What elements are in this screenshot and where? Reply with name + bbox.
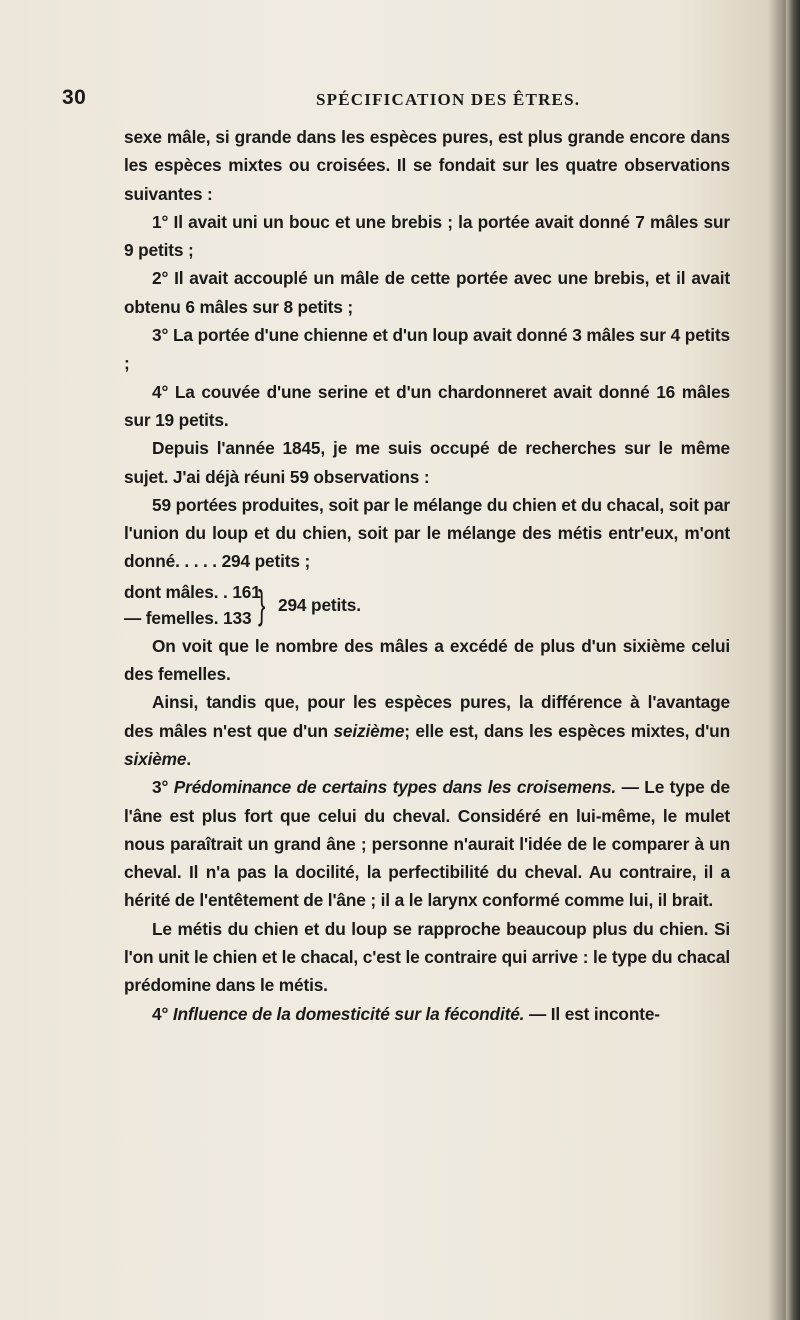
page-edge-shadow — [786, 0, 800, 1320]
paragraph-6: Depuis l'année 1845, je me suis occupé de recherches sur le même sujet. J'ai déjà réuni 59 observations : — [124, 438, 730, 487]
paragraph-9-italic-2: sixième — [124, 748, 187, 769]
paragraph-5: 4° La couvée d'une serine et d'un chardonneret avait donné 16 mâles sur 19 petits. — [124, 381, 730, 430]
section-4-title: Influence de la domesticité sur la fécondité. — [172, 1003, 525, 1024]
sum-females: — femelles. 133 — [124, 607, 252, 628]
page-header — [0, 86, 800, 116]
paragraph-9 — [124, 688, 730, 773]
sum-brace: } — [258, 582, 266, 627]
paragraph-9-text-b: ; elle est, dans les espèces mixtes, d'un — [404, 720, 730, 741]
section-4-number: 4° — [152, 1003, 173, 1024]
paragraph-11: Le métis du chien et du loup se rapproche beaucoup plus du chien. Si l'on unit le chien et le chacal, c'est le contraire qui arrive : le type du chacal prédomine dans le métis. — [124, 918, 730, 996]
body-text — [124, 123, 730, 1028]
paragraph-12-text: — Il est inconte- — [524, 1003, 660, 1024]
section-3-number: 3° — [152, 777, 174, 798]
paragraph-9-text-a: Ainsi, tandis que, pour les espèces pures, la différence à l'avantage des mâles n'est que d'un — [124, 692, 730, 741]
sum-total: 294 petits. — [278, 594, 361, 615]
sum-males: dont mâles. . 161 — [124, 581, 261, 602]
paragraph-10-text: — Le type de l'âne est plus fort que celui du cheval. Considéré en lui-même, le mulet nous paraîtrait un grand âne ; personne n'aurait l'idée de le comparer à un cheval. Il n'a pas la docilité, la perfectibilité du cheval. Au contraire, il a hérité de l'entêtement de l'âne ; il a le larynx conformé comme lui, il brait. — [124, 777, 731, 911]
paragraph-12 — [124, 1000, 730, 1028]
sum-block — [124, 576, 730, 632]
paragraph-4: 3° La portée d'une chienne et d'un loup avait donné 3 mâles sur 4 petits ; — [124, 325, 730, 374]
running-title: SPÉCIFICATION DES ÊTRES. — [316, 90, 581, 109]
paragraph-3: 2° Il avait accouplé un mâle de cette portée avec une brebis, et il avait obtenu 6 mâles sur 8 petits ; — [124, 268, 730, 317]
paragraph-1: sexe mâle, si grande dans les espèces pures, est plus grande encore dans les espèces mixtes ou croisées. Il se fondait sur les quatre observations suivantes : — [124, 127, 730, 204]
paragraph-10 — [124, 773, 730, 914]
paragraph-8: On voit que le nombre des mâles a excédé de plus d'un sixième celui des femelles. — [124, 635, 730, 685]
section-3-title: Prédominance de certains types dans les croisemens. — [173, 777, 617, 798]
paragraph-9-italic-1: seizième — [333, 720, 405, 741]
page-number: 30 — [62, 86, 87, 109]
paragraph-2: 1° Il avait uni un bouc et une brebis ; la portée avait donné 7 mâles sur 9 petits ; — [124, 211, 730, 261]
paragraph-7: 59 portées produites, soit par le mélange du chien et du chacal, soit par l'union du loup et du chien, soit par le mélange des métis entr'eux, m'ont donné. . . . . 294 petits ; — [124, 494, 730, 572]
paragraph-9-text-c: . — [186, 748, 192, 769]
